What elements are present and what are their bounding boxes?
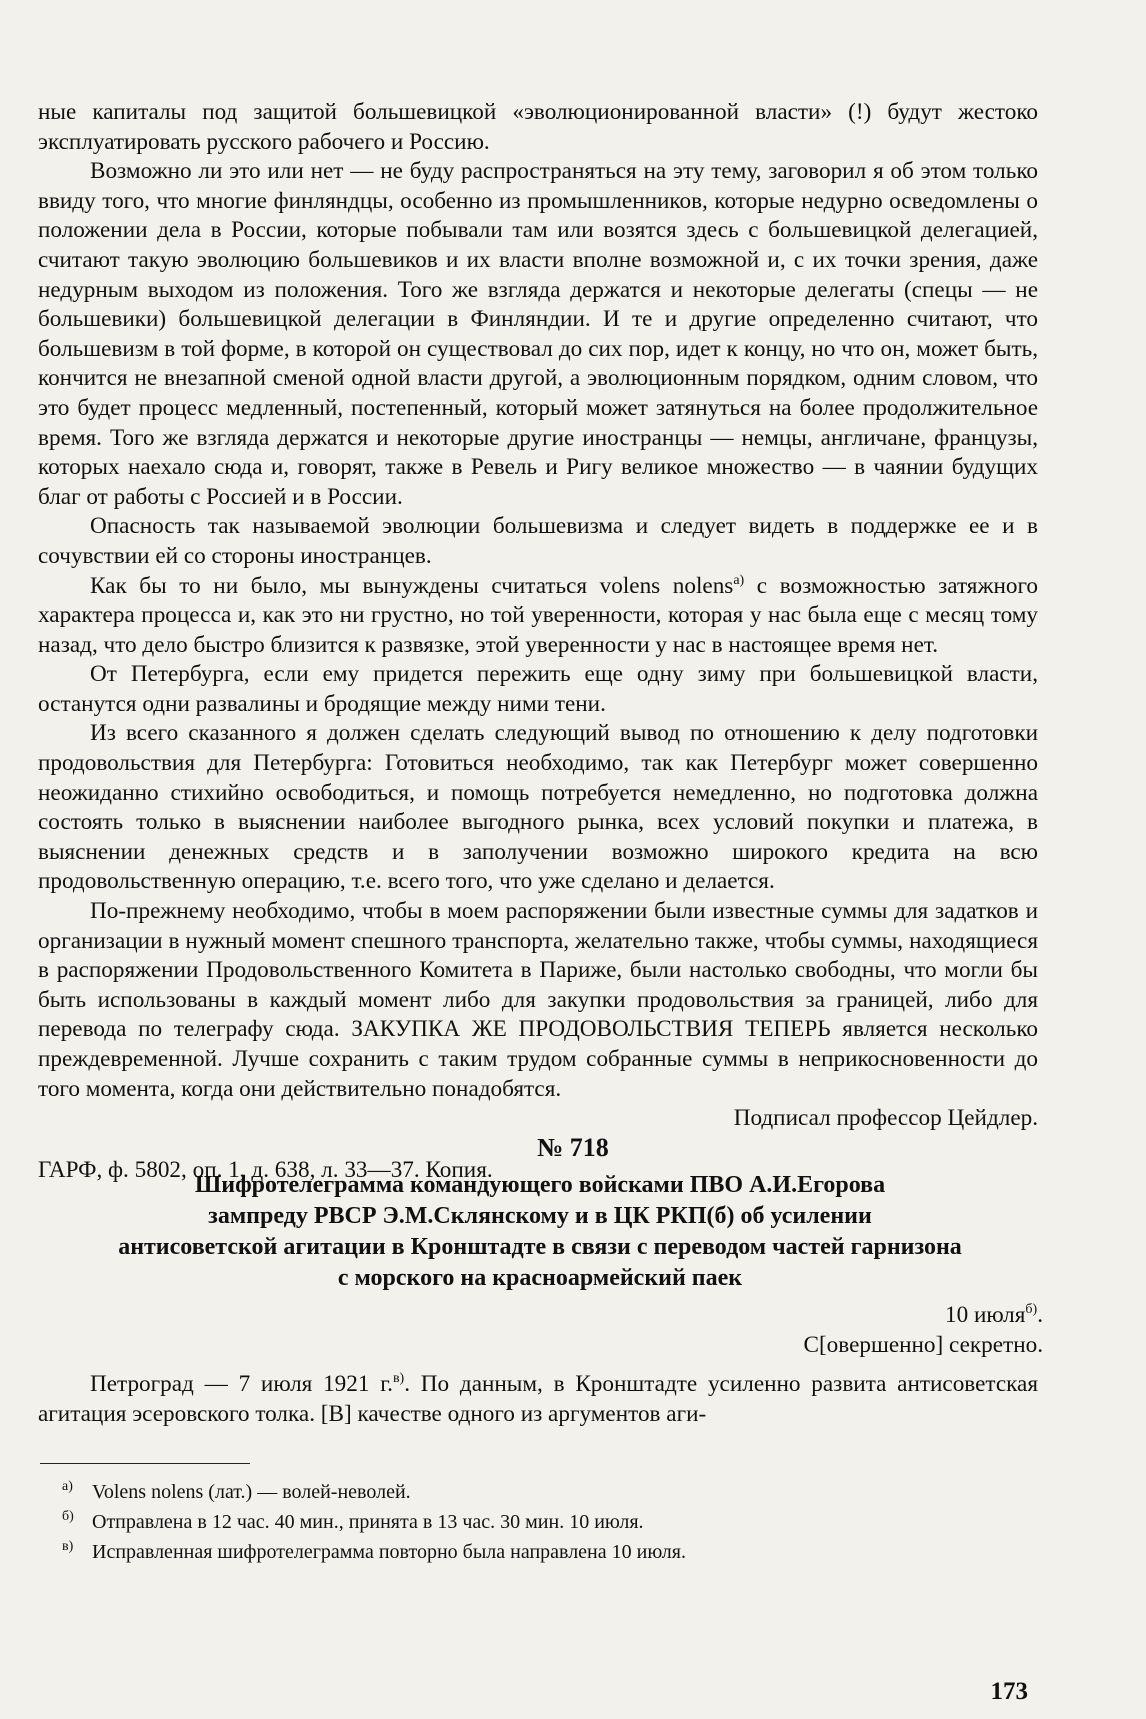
footnote xyxy=(62,1537,962,1567)
paragraph-text: Как бы то ни было, мы вынуждены считаться volens nolens xyxy=(90,572,734,599)
page-number: 173 xyxy=(990,1678,1028,1705)
main-text xyxy=(38,98,1038,1185)
date-text: 10 июля xyxy=(945,1302,1026,1328)
paragraph: Возможно ли это или нет — не буду распространяться на эту тему, заговорил я об этом только ввиду того, что многие финляндцы, особенно из промышленников, которые недурно осведомлены о положении дела в России, которые побывали там или возятся здесь с большевицкой делегацией, считают такую эволюцию большевиков и их власти вполне возможной и, с их точки зрения, даже недурным выходом из положения. Того же взгляда держатся и некоторые делегаты (спецы — не большевики) большевицкой делегации в Финляндии. И те и другие определенно считают, что большевизм в той форме, в которой он существовал до сих пор, идет к концу, но что он, может быть, кончится не внезапной сменой одной власти другой, а эволюционным порядком, одним словом, что это будет процесс медленный, постепенный, который может затянуться на более продолжительное время. Того же взгляда держатся и некоторые другие иностранцы — немцы, англичане, французы, которых наехало сюда и, говорят, также в Ревель и Ригу великое множество — в чаянии будущих благ от работы с Россией и в России. xyxy=(38,158,1038,510)
paragraph-text: Петроград — 7 июля 1921 г. xyxy=(90,1371,393,1397)
title-line: антисоветской агитации в Кронштадте в связи с переводом частей гарнизона xyxy=(118,1234,962,1260)
footnote-text: Исправленная шифротелеграмма повторно была направлена 10 июля. xyxy=(92,1541,686,1563)
document-date-block xyxy=(803,1300,1043,1360)
title-line: Шифротелеграмма командующего войсками ПВО А.И.Егорова xyxy=(194,1172,886,1198)
paragraph: По-прежнему необходимо, чтобы в моем распоряжении были известные суммы для задатков и организации в нужный момент спешного транспорта, желательно также, чтобы суммы, находящиеся в распоряжении Продовольственного Комитета в Париже, были настолько свободны, что могли бы быть использованы в каждый момент либо для закупки продовольствия за границей, либо для перевода по телеграфу сюда. ЗАКУПКА ЖЕ ПРОДОВОЛЬСТВИЯ ТЕПЕРЬ является несколько преждевременной. Лучше сохранить с таким трудом собранные суммы в неприкосновенности до того момента, когда они действительно понадобятся. xyxy=(38,898,1038,1102)
footnote-marker: а) xyxy=(733,572,745,588)
footnote-mark: а) xyxy=(62,1479,73,1494)
footnote-marker: б) xyxy=(1025,1302,1038,1317)
classification: С[овершенно] секретно. xyxy=(803,1332,1043,1358)
paragraph-text: . По данным, в Кронштадте усиленно развита антисоветская агитация эсеровского толка. [В] качестве одного из аргументов аги- xyxy=(38,1371,1038,1427)
paragraph xyxy=(38,1370,1038,1429)
document-body xyxy=(38,1370,1038,1429)
footnote-text: Отправлена в 12 час. 40 мин., принята в 13 час. 30 мин. 10 июля. xyxy=(92,1511,644,1533)
paragraph: Опасность так называемой эволюции большевизма и следует видеть в поддержке ее и в сочувствии ей со стороны иностранцев. xyxy=(38,513,1038,569)
footnotes xyxy=(62,1477,962,1567)
paragraph: Из всего сказанного я должен сделать следующий вывод по отношению к делу подготовки продовольствия для Петербурга: Готовиться необходимо, так как Петербург может совершенно неожиданно стихийно освободиться, и помощь потребуется немедленно, но подготовка должна состоять только в выяснении наиболее выгодного рынка, всех условий покупки и платежа, в выяснении денежных средств и в заполучении возможно широкого кредита на всю продовольственную операцию, т.е. всего того, что уже сделано и делается. xyxy=(38,720,1038,895)
title-line: зампреду РВСР Э.М.Склянскому и в ЦК РКП(б) об усилении xyxy=(208,1203,872,1229)
paragraph-text: с возможностью затяжного характера процесса и, как это ни грустно, но той уверенности, которая у нас была еще с месяц тому назад, что дело быстро близится к развязке, этой уверенности у нас в настоящее время нет. xyxy=(38,572,1039,658)
footnote-text: Volens nolens (лат.) — волей-неволей. xyxy=(92,1481,411,1503)
footnote-mark: в) xyxy=(62,1539,74,1554)
footnote-marker: в) xyxy=(392,1371,405,1386)
document-number: № 718 xyxy=(537,1133,609,1162)
footnote-divider xyxy=(40,1463,250,1464)
title-line: с морского на красноармейский паек xyxy=(337,1265,743,1291)
footnote xyxy=(62,1507,962,1537)
footnote xyxy=(62,1477,962,1507)
paragraph: ные капиталы под защитой большевицкой «эволюционированной власти» (!) будут жестоко эксплуатировать русского рабочего и Россию. xyxy=(38,99,1038,155)
archive-source: ГАРФ, ф. 5802, оп. 1, д. 638, л. 33—37. Копия. xyxy=(38,1156,493,1183)
paragraph xyxy=(38,572,1038,661)
document-date: 10 июля$^{б)}$. xyxy=(945,1302,1043,1328)
signature: Подписал профессор Цейдлер. xyxy=(733,1105,1038,1132)
paragraph: От Петербурга, если ему придется пережить еще одну зиму при большевицкой власти, останутся одни развалины и бродящие между ними тени. xyxy=(38,661,1038,717)
document-title xyxy=(40,1170,1040,1294)
footnote-mark: б) xyxy=(62,1509,74,1524)
